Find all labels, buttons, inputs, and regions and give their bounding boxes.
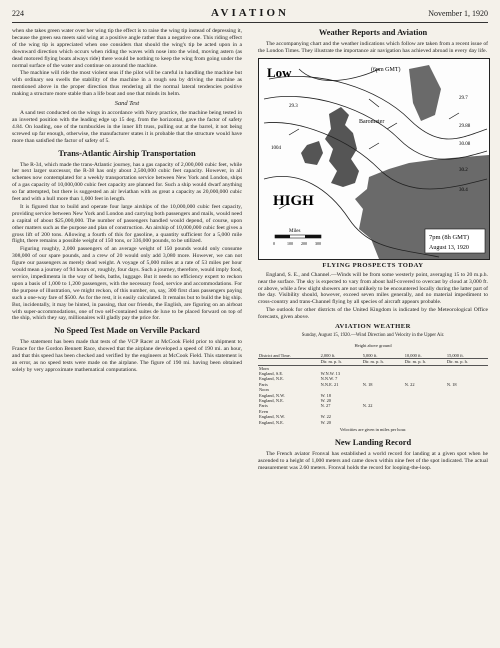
scale-value-200: 200 <box>301 240 307 246</box>
table-cell: England, S.E. <box>259 371 284 376</box>
sand-test-body: A sand test conducted on the wings in accordance with Navy practice, the machine being tested in an inverted position with the leading edge up 15 deg. from the horizontal, gave the factor of safety 4.84. On loading, one of the turnbuckles in the inner lift truss, pulling out at the barrel, it not being screwed up far enough, otherwise, the manufacturer states it is probable that the structure would have more than satisfied the factor of safety of 5. <box>12 109 242 144</box>
table-cell: England, N.E. <box>259 398 284 404</box>
upper-air-table <box>258 353 488 425</box>
table-cell: Paris <box>259 381 268 387</box>
table-cell: Paris <box>259 403 268 409</box>
aviation-weather-title: AVIATION WEATHER <box>335 323 411 331</box>
table-cell: N. 18 <box>362 381 373 387</box>
high-label: HIGH <box>273 192 314 209</box>
table-cell: England, N.W. <box>259 414 285 420</box>
weather-intro: The accompanying chart and the weather indications which follow are taken from a recent issue of the London Times. They illustrate the importance air navigation has achieved abroad in every day life. <box>258 41 488 54</box>
scale-value-0: 0 <box>273 240 275 246</box>
scale-value-300: 300 <box>315 240 321 246</box>
airship-paragraph-2: It is figured that to build and operate four large airships of the 10,000,000 cubic feet capacity, providing service between New York and London and carrying both passengers and mails, would need a capital of about $25,000,000. The number of passengers handled would depend, of course, upon other matters such as the purpose and plan of construction. An airship of 10,000,000 cubic feet gives a gross lift of 200 tons. Allowing a fourth of this for gasoline, a quantity sufficient for a 5,000 mile flight, there remains a possible weight of 150 tons, or 336,000 pounds, to be utilized. <box>12 203 242 245</box>
page-header <box>12 6 488 22</box>
aviation-weather-subtitle: Sunday, August 15, 1920.—Wind Direction and Velocity in the Upper Air. <box>301 332 445 338</box>
table-cell: W.N.W. 13 <box>320 371 341 376</box>
airship-title: Trans-Atlantic Airship Transportation <box>58 148 196 158</box>
speed-test-title: No Speed Test Made on Verville Packard <box>54 326 200 336</box>
scale-label: Miles <box>289 228 301 234</box>
place-label-5: 30.08 <box>459 141 471 147</box>
table-cell: England, N.E. <box>259 376 284 382</box>
airship-paragraph-3: Figuring roughly, 2,000 passengers of an average weight of 150 pounds would only consume 308,000 of our spare pounds, and a crew of 20 would only add 3,080 more. However, we can not figure our passengers as merely dead weight. A voyage of 5,000 miles at a rate of 53 miles per hour would mean a journey of 94 hours or, roughly, four days. Such a journey, therefore, would imply food, service, impedimenta in the way of beds, baths, luggage. But it needs no efficiency expert to reckon upon a basis of 1,000 to 1,200 passengers, with the necessary food, service and accommodations. For the purpose of illustration, we might reckon, of this number, on, say, 300 first class passengers paying such a one-way fare of $500. As for the rest, it is easily calculated. It remains but to build the big ship. But, incidentally, it may be hinted, in passing, that our friends, the English, are figuring on an airboat with super-accommodations, one of two self-contained suites de luxe to be placed forward on top of the ship, which they say, millionaires will gladly pay the price for. <box>12 246 242 322</box>
table-cell <box>362 420 404 425</box>
table-cell <box>404 420 446 425</box>
table-cell: W. 20 <box>320 398 331 404</box>
table-cell: W. 18 <box>320 392 331 398</box>
table-cell: N.N.W. 7 <box>320 376 338 382</box>
airship-paragraph-1: The R-34, which made the trans-Atlantic journey, has a gas capacity of 2,000,000 cubic feet, while her next larger successor, the R-38 has only about 2,500,000 cubic feet capacity. However, in all schemes now contemplated for a weekly transportation service between New York and London, ships of a gas capacity of 10,000,000 cubic feet capacity are planned for. Such a ship would dwarf anything so far attempted, but there is suggested an air leviathan with as great a capacity as 20,000,000 cubic feet and with a hull more than 1,000 feet in length. <box>12 161 242 203</box>
table-column-header: 5,000 ft. <box>362 353 404 359</box>
table-cell: England, N.E. <box>259 419 284 425</box>
table-cell: N. 18 <box>446 381 457 387</box>
left-column <box>12 28 242 375</box>
place-label-6: 1004 <box>271 145 281 151</box>
flying-prospects-paragraph-2: The outlook for other districts of the United Kingdom is indicated by the Meteorological Office forecasts, given above. <box>258 307 488 321</box>
issue-date: November 1, 1920 <box>428 9 488 18</box>
flying-prospects-title: FLYING PROSPECTS TODAY <box>322 261 424 269</box>
table-cell: N. 22 <box>362 403 373 409</box>
place-label-barometer: Barometer <box>359 118 385 125</box>
table-cell: N.N.E. 21 <box>320 381 339 387</box>
table-cell <box>446 420 488 425</box>
place-label-4: 29.88 <box>459 123 471 129</box>
map-time-label: (6pm GMT) <box>371 66 401 73</box>
table-cell: W. 22 <box>320 414 331 420</box>
magazine-title: AVIATION <box>211 7 289 19</box>
table-subcolumn-header: Dir. m. p. h. <box>362 359 404 365</box>
table-cell: W. 20 <box>320 419 331 425</box>
table-cell: Even <box>259 408 269 414</box>
table-cell: N. 22 <box>404 381 415 387</box>
right-column <box>258 28 488 473</box>
table-row <box>258 420 488 425</box>
table-column-header: 2,000 ft. <box>320 353 362 359</box>
low-label: Low <box>267 64 292 80</box>
map-time-label-2: 7pm (8h GMT) <box>429 233 470 241</box>
table-subcolumn-header: Dir. m. p. h. <box>320 359 362 365</box>
intro-paragraph-1: when she takes green water over her wing tip the effect is to raise the wing tip instead of depressing it, because the green sea meets said wing at a positive angle rather than a negative one. This riding effect of the wing tip is appreciated when one considers that should the wing's tip be acted upon in a downward direction which occurs when riding the waves with nose into the wind, moving astern (as dead motored flying boats always ride) there would be nothing to keep the wing from going under the normal surface of the water and continue on around the machine. <box>12 28 242 69</box>
weather-map-drawing <box>259 59 489 259</box>
table-note: Velocities are given in miles per hour. <box>339 427 407 433</box>
sand-test-title: Sand Test <box>114 100 140 108</box>
landing-record-title: New Landing Record <box>334 437 412 447</box>
flying-prospects-paragraph-1: England, S. E., and Channel.—Winds will be from some westerly point, averaging 15 to 20 m.p.h. near the surface. The sky is expected to vary from about half-covered to overcast by cloud at 3,000 ft. or above, while a few slight showers are not unlikely to be encountered locally during the latter part of the day. Visibility should, however, exceed seven miles generally, and no material impediment to cross-country and trans-Channel flying by all species of aircraft appears probable. <box>258 271 488 306</box>
weather-map <box>258 58 490 260</box>
table-cell: N. 27 <box>320 403 331 409</box>
table-cell: Morn <box>259 365 269 371</box>
table-column-header: 15,000 ft. <box>446 353 488 359</box>
place-label-8: 30.4 <box>459 187 468 193</box>
table-subcolumn-header: Dir. m. p. h. <box>404 359 446 365</box>
speed-test-body: The statement has been made that tests of the VCP Racer at McCook Field prior to shipment to France for the Gordon Bennett Race, showed that the airplane developed a speed of 190 mi. an hour, and that this speed has been checked and verified by the engineers at McCook Field. This statement is an error, as no speed tests were made on the airplane. The figure of 190 mi. having been obtained solely by very approximate mathematical computations. <box>12 339 242 373</box>
landing-record-body: The French aviator Fronval has established a world record for landing at a given spot when he ascended to a height of 1,000 meters and came down within nine feet of the spot indicated. The actual measurement was 2.60 meters. Fronval holds the record for looping-the-loop. <box>258 450 488 471</box>
map-date-label: August 13, 1920 <box>429 244 469 251</box>
intro-paragraph-2: The machine will ride the most violent seas if the pilot will be careful in handling the machine but with ordinary sea swells the stability of the machine in a rough sea by driving the machine as mentioned above in the proper direction thus rendering all the normal lateral tendencies positive making a structure more stable than a life boat and one that minds its helm. <box>12 70 242 98</box>
table-cell: Noon <box>259 387 269 393</box>
place-label-3: 29.7 <box>459 95 468 101</box>
place-label-7: 30.2 <box>459 167 468 173</box>
page-number: 224 <box>12 9 24 18</box>
place-label-2: 29.3 <box>289 103 298 109</box>
table-column-header: 10,000 ft. <box>404 353 446 359</box>
weather-title: Weather Reports and Aviation <box>318 28 428 37</box>
scale-value-100: 100 <box>287 240 293 246</box>
height-label: Height above ground <box>354 342 392 348</box>
header-rule <box>12 22 488 23</box>
table-cell: England, N.W. <box>259 392 285 398</box>
table-column-header: District and Time. <box>258 353 320 359</box>
table-subcolumn-header: Dir. m. p. h. <box>446 359 488 365</box>
